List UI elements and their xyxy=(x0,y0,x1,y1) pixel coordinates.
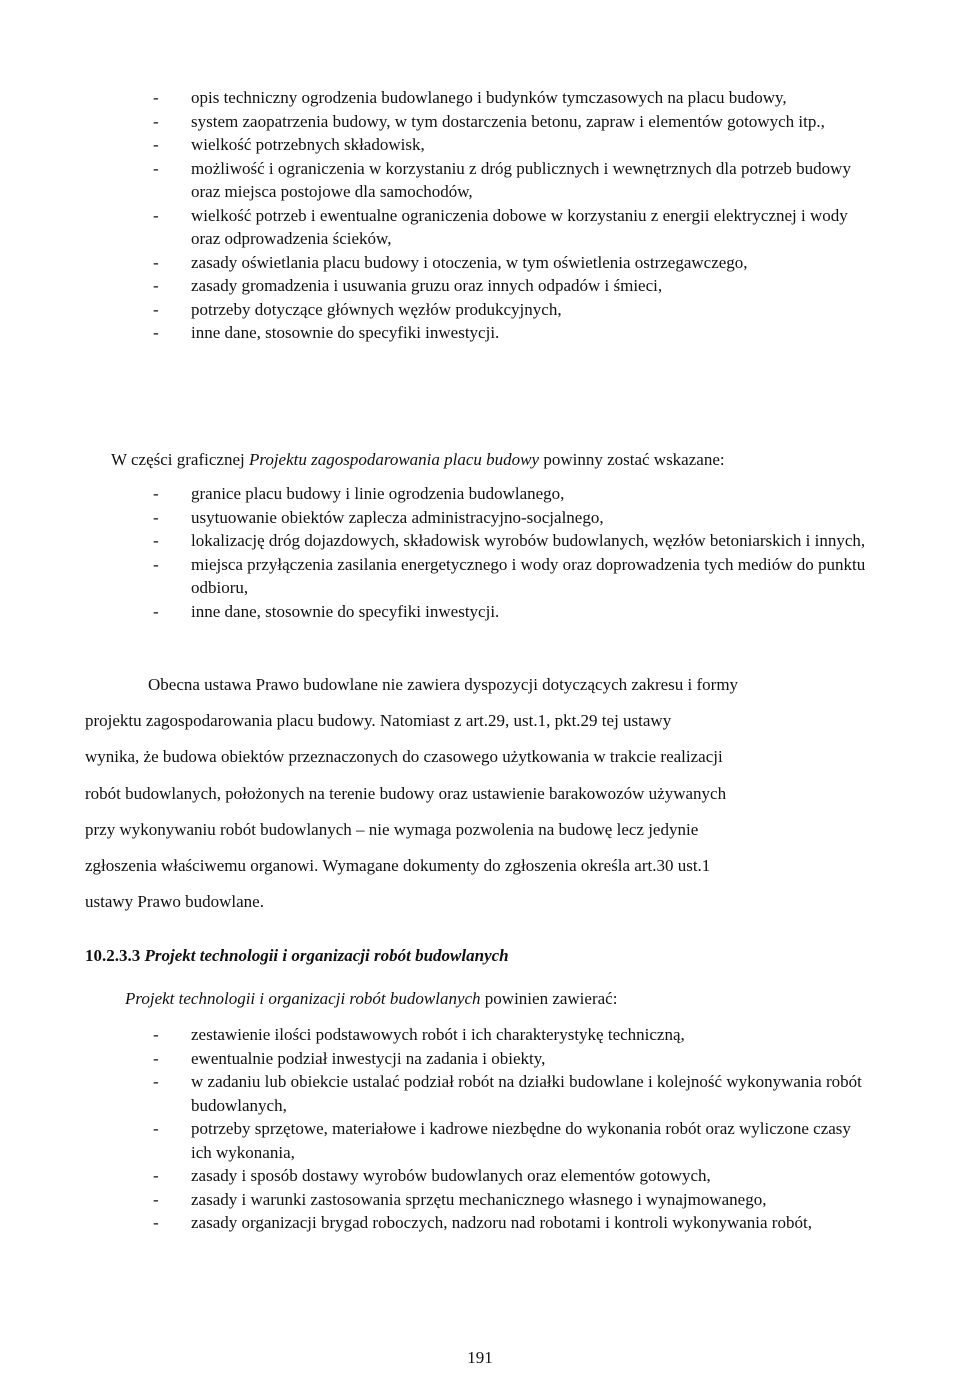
list-item: - możliwość i ograniczenia w korzystaniu z dróg publicznych i wewnętrznych dla potrzeb budowy oraz miejsca postojowe dla samochodów, xyxy=(150,157,870,204)
paragraph-line: zgłoszenia właściwemu organowi. Wymagane dokumenty do zgłoszenia określa art.30 ust.1 xyxy=(85,856,711,876)
graphic-part-list xyxy=(150,482,870,623)
list-item: - lokalizację dróg dojazdowych, składowisk wyrobów budowlanych, węzłów betoniarskich i innych, xyxy=(150,529,870,553)
list-item: - zasady organizacji brygad roboczych, nadzoru nad robotami i kontroli wykonywania robót, xyxy=(150,1211,870,1235)
list-item: - potrzeby dotyczące głównych węzłów produkcyjnych, xyxy=(150,298,870,322)
list-item: - potrzeby sprzętowe, materiałowe i kadrowe niezbędne do wykonania robót oraz wyliczone czasy ich wykonania, xyxy=(150,1117,870,1164)
section-number: 10.2.3.3 xyxy=(85,946,141,965)
paragraph-line: wynika, że budowa obiektów przeznaczonych do czasowego użytkowania w trakcie realizacji xyxy=(85,747,723,767)
law-paragraph xyxy=(85,667,885,920)
intro-text: W części graficznej xyxy=(111,450,249,469)
list-item: - inne dane, stosownie do specyfiki inwestycji. xyxy=(150,321,870,345)
section-title: Projekt technologii i organizacji robót budowlanych xyxy=(144,946,509,965)
technology-project-intro xyxy=(125,987,617,1010)
intro-text: powinny zostać wskazane: xyxy=(539,450,725,469)
list-item: - wielkość potrzeb i ewentualne ograniczenia dobowe w korzystaniu z energii elektrycznej i wody oraz odprowadzenia ścieków, xyxy=(150,204,870,251)
intro-italic-title: Projektu zagospodarowania placu budowy xyxy=(248,450,540,469)
list-item: - usytuowanie obiektów zaplecza administracyjno-socjalnego, xyxy=(150,506,870,530)
list-item: - ewentualnie podział inwestycji na zadania i obiekty, xyxy=(150,1047,870,1071)
intro-text: powinien zawierać: xyxy=(480,989,618,1008)
list-item: - system zaopatrzenia budowy, w tym dostarczenia betonu, zapraw i elementów gotowych itp., xyxy=(150,110,870,134)
section-heading xyxy=(85,944,509,967)
list-item: - w zadaniu lub obiekcie ustalać podział robót na działki budowlane i kolejność wykonywania robót budowlanych, xyxy=(150,1070,870,1117)
graphic-part-intro xyxy=(111,448,725,471)
paragraph-line: projektu zagospodarowania placu budowy. Natomiast z art.29, ust.1, pkt.29 tej ustawy xyxy=(85,711,672,731)
list-item: - zasady i warunki zastosowania sprzętu mechanicznego własnego i wynajmowanego, xyxy=(150,1188,870,1212)
list-item: - wielkość potrzebnych składowisk, xyxy=(150,133,870,157)
paragraph-line: robót budowlanych, położonych na terenie budowy oraz ustawienie barakowozów używanych xyxy=(85,783,727,803)
list-item: - granice placu budowy i linie ogrodzenia budowlanego, xyxy=(150,482,870,506)
list-item: - opis techniczny ogrodzenia budowlanego i budynków tymczasowych na placu budowy, xyxy=(150,86,870,110)
intro-italic-title: Projekt technologii i organizacji robót budowlanych xyxy=(125,989,481,1008)
paragraph-line: Obecna ustawa Prawo budowlane nie zawiera dyspozycji dotyczących zakresu i formy xyxy=(148,675,739,694)
list-item: - zasady i sposób dostawy wyrobów budowlanych oraz elementów gotowych, xyxy=(150,1164,870,1188)
list-item: - inne dane, stosownie do specyfiki inwestycji. xyxy=(150,600,870,624)
list-item: - zasady oświetlania placu budowy i otoczenia, w tym oświetlenia ostrzegawczego, xyxy=(150,251,870,275)
list-item: - zasady gromadzenia i usuwania gruzu oraz innych odpadów i śmieci, xyxy=(150,274,870,298)
list-item: - zestawienie ilości podstawowych robót i ich charakterystykę techniczną, xyxy=(150,1023,870,1047)
site-plan-requirements-list xyxy=(150,86,870,345)
paragraph-line: przy wykonywaniu robót budowlanych – nie wymaga pozwolenia na budowę lecz jedynie xyxy=(85,819,699,839)
page-number: 191 xyxy=(467,1348,493,1367)
list-item: - miejsca przyłączenia zasilania energetycznego i wody oraz doprowadzenia tych mediów do punktu odbioru, xyxy=(150,553,870,600)
paragraph-line: ustawy Prawo budowlane. xyxy=(85,892,264,912)
technology-project-list xyxy=(150,1023,870,1235)
